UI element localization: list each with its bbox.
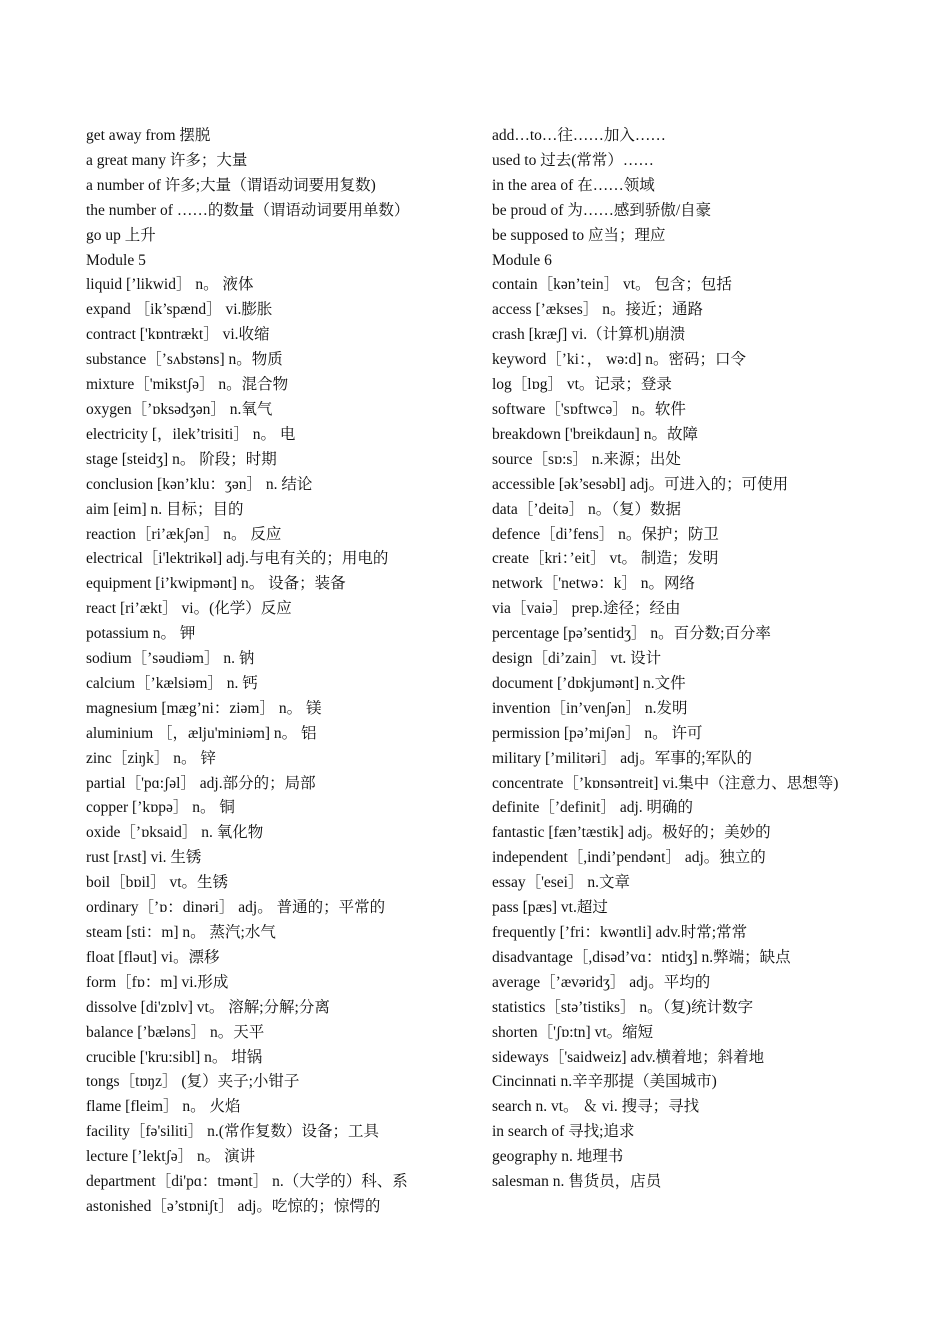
vocab-entry: Cincinnati n.辛辛那提（美国城市) [492, 1073, 717, 1091]
vocab-entry: essay［'esei］ n.文章 [492, 874, 630, 892]
vocab-entry: expand ［ik’spænd］ vi.膨胀 [86, 301, 273, 319]
vocab-entry: oxide［’ɒksaid］ n. 氧化物 [86, 824, 264, 842]
vocab-entry: calcium［’kælsiəm］ n. 钙 [86, 674, 258, 692]
vocab-entry: aim [eim] n. 目标；目的 [86, 500, 244, 518]
vocab-entry: percentage [pə’sentidʒ］ n。百分数;百分率 [492, 625, 771, 643]
vocab-entry: contain［kən’tein］ vt。 包含；包括 [492, 276, 732, 294]
vocab-entry: geography n. 地理书 [492, 1148, 624, 1166]
vocab-entry: form［fɒ：m] vi.形成 [86, 973, 229, 991]
vocab-entry: tongs［tɒŋz］ (复）夹子;小钳子 [86, 1073, 300, 1091]
vocab-entry: fantastic [fæn’tæstik] adj。极好的；美妙的 [492, 824, 771, 842]
vocab-entry: reaction［ri’ækʃən］ n。 反应 [86, 525, 282, 543]
vocab-entry: potassium n。 钾 [86, 625, 196, 643]
vocab-entry: a great many 许多；大量 [86, 151, 248, 169]
vocab-entry: get away from 摆脱 [86, 127, 211, 144]
vocab-entry: log［lɒg］ vt。记录；登录 [492, 376, 672, 394]
vocab-entry: steam [sti：m] n。 蒸汽;水气 [86, 924, 276, 941]
vocab-entry: source［sɒ:s］ n.来源；出处 [492, 450, 681, 468]
vocab-entry: astonished［ə’stɒniʃt］ adj。吃惊的；惊愕的 [86, 1197, 381, 1215]
vocab-entry: via［vaiə］ prep.途径；经由 [492, 600, 681, 618]
vocab-entry: electrical［i'lektrikəl] adj.与电有关的；用电的 [86, 550, 389, 568]
vocab-entry: design［di’zain］ vt. 设计 [492, 650, 662, 668]
vocab-entry: partial［'pɑ:ʃəl］ adj.部分的；局部 [86, 774, 316, 792]
vocab-entry: be supposed to 应当；理应 [492, 226, 666, 244]
vocab-entry: create［kri：’eit］ vt。 制造；发明 [492, 550, 719, 568]
vocab-entry: concentrate［’kɒnsəntreit] vi.集中（注意力、思想等) [492, 774, 839, 792]
vocab-entry: frequently [’fri：kwəntli] adv.时常;常常 [492, 924, 748, 941]
vocab-entry: in the area of 在……领域 [492, 176, 655, 194]
vocab-entry: ordinary［’ɒ：dinəri］ adj。 普通的；平常的 [86, 899, 386, 917]
vocab-entry: defence［di’fens］ n。保护；防卫 [492, 525, 719, 543]
vocab-entry: sideways［'saidweiz] adv.横着地；斜着地 [492, 1048, 765, 1066]
vocab-entry: a number of 许多;大量（谓语动词要用复数) [86, 176, 376, 194]
vocab-entry: float [fləut] vi。漂移 [86, 948, 220, 966]
vocab-entry: crash [kræʃ] vi.（计算机)崩溃 [492, 326, 686, 344]
vocab-entry: liquid [’likwid］ n。 液体 [86, 276, 254, 294]
vocab-entry: dissolve [di'zɒlv] vt。 溶解;分解;分离 [86, 998, 330, 1016]
vocab-entry: equipment [i’kwipmənt] n。 设备；装备 [86, 575, 346, 593]
vocab-entry: permission [pə’miʃən］ n。 许可 [492, 724, 703, 742]
vocab-entry: network［'netwə：k］ n。网络 [492, 575, 695, 593]
vocab-entry: department［di'pɑ：tmənt］ n.（大学的）科、系 [86, 1173, 408, 1191]
vocab-entry: copper [’kɒpə］ n。 铜 [86, 799, 235, 817]
vocab-entry: facility［fə'siliti］ n.(常作复数）设备；工具 [86, 1123, 379, 1141]
vocab-entry: definite［’definit］ adj. 明确的 [492, 799, 694, 817]
vocab-entry: search n. vt。 ＆ vi. 搜寻；寻找 [492, 1098, 700, 1116]
vocab-entry: pass [pæs] vt.超过 [492, 899, 608, 917]
vocab-entry: document [’dɒkjumənt] n.文件 [492, 674, 686, 692]
vocab-entry: military [’militəri］ adj。军事的;军队的 [492, 749, 753, 767]
vocab-entry: used to 过去(常常）…… [492, 151, 654, 169]
vocab-entry: in search of 寻找;追求 [492, 1123, 635, 1141]
vocab-entry: balance [’bæləns］ n。天平 [86, 1023, 265, 1041]
vocab-entry: salesman n. 售货员，店员 [492, 1173, 662, 1191]
module-heading: Module 5 [86, 251, 146, 269]
vocab-entry: go up 上升 [86, 226, 156, 244]
vocab-entry: electricity [，ilek’trisiti］ n。 电 [86, 425, 296, 443]
vocab-entry: invention［in’venʃən］ n.发明 [492, 699, 688, 717]
vocab-entry: shorten［'ʃɒ:tn] vt。缩短 [492, 1023, 654, 1041]
vocabulary-column-left [86, 124, 458, 1220]
vocab-entry: access [’ækses］ n。接近；通路 [492, 301, 703, 319]
vocab-entry: mixture［'mikstʃə］ n。混合物 [86, 376, 289, 394]
vocab-entry: independent［,indi’pendənt］ adj。独立的 [492, 849, 766, 867]
vocab-entry: contract ['kɒntrækt］ vi.收缩 [86, 326, 270, 344]
vocab-entry: oxygen［’ɒksədʒən］ n.氧气 [86, 400, 273, 418]
vocab-entry: statistics［stə’tistiks］ n。（复)统计数字 [492, 998, 754, 1016]
vocab-entry: rust [rʌst] vi. 生锈 [86, 849, 202, 867]
vocab-entry: conclusion [kən’klu：ʒən］ n. 结论 [86, 475, 313, 493]
vocab-entry: average［’ævəridʒ］ adj。平均的 [492, 973, 711, 991]
vocab-entry: aluminium ［，ælju'miniəm] n。 铝 [86, 724, 317, 742]
vocab-entry: keyword［’ki：， wə:d] n。密码；口令 [492, 351, 746, 369]
vocab-entry: data［’deitə］ n。（复）数据 [492, 500, 681, 518]
vocab-entry: breakdown ['breikdaun] n。故障 [492, 425, 698, 443]
vocab-entry: add…to…往……加入…… [492, 127, 666, 144]
vocab-entry: stage [steidʒ] n。 阶段；时期 [86, 450, 277, 468]
vocab-entry: react [ri’ækt］ vi。(化学）反应 [86, 600, 292, 618]
vocab-entry: zinc［ziŋk］ n。 锌 [86, 749, 216, 767]
vocab-entry: boil［bɒil］ vt。生锈 [86, 874, 229, 892]
vocab-entry: the number of ……的数量（谓语动词要用单数） [86, 201, 410, 219]
module-heading: Module 6 [492, 251, 552, 269]
vocab-entry: sodium［’səudiəm］ n. 钠 [86, 650, 255, 668]
vocab-entry: crucible ['kru:sibl] n。 坩锅 [86, 1048, 263, 1066]
vocab-entry: magnesium [mæg’ni：ziəm］ n。 镁 [86, 699, 322, 717]
vocabulary-column-right [492, 124, 876, 1195]
vocab-entry: lecture [’lektʃə］ n。 演讲 [86, 1148, 256, 1166]
vocab-entry: software［'sɒftwcə］ n。软件 [492, 400, 686, 418]
vocab-entry: substance［’sʌbstəns] n。物质 [86, 351, 283, 369]
vocab-entry: accessible [ək’sesəbl] adj。可进入的；可使用 [492, 475, 789, 493]
vocab-entry: flame [fleim］ n。 火焰 [86, 1098, 241, 1116]
vocab-entry: be proud of 为……感到骄傲/自豪 [492, 201, 712, 219]
vocab-entry: disadvantage［,disəd’vɑ：ntidʒ] n.弊端；缺点 [492, 948, 791, 966]
